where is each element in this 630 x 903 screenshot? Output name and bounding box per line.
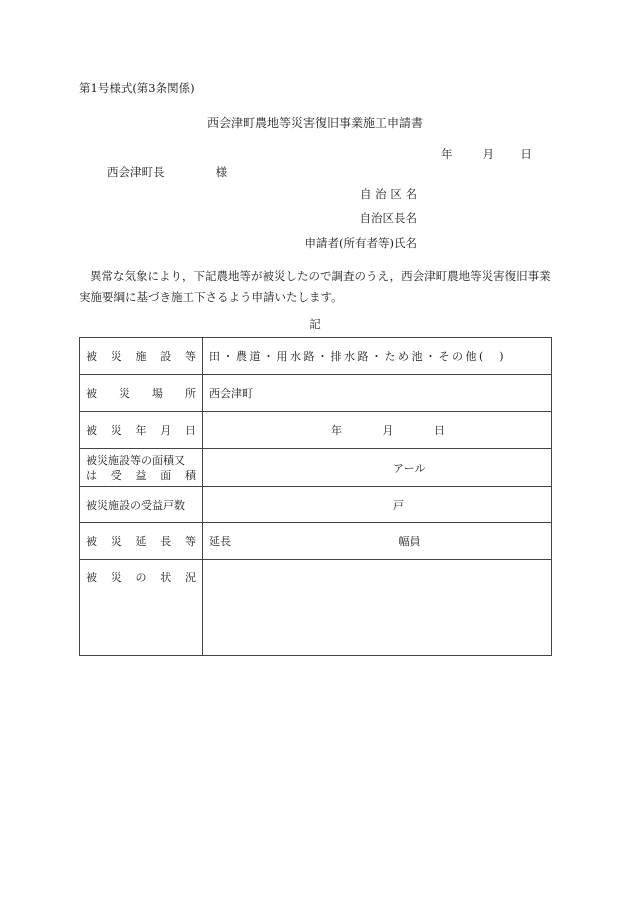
- label-char: 年: [135, 424, 147, 437]
- label-text: 被災施設の受益戸数: [86, 498, 185, 512]
- field-label-district-head: 自治区長名: [359, 211, 417, 225]
- label-char: 災: [110, 350, 122, 363]
- table-row-condition: [80, 560, 552, 656]
- label-char: 災: [110, 424, 122, 437]
- label-char: 災: [110, 535, 122, 548]
- row-label: [80, 375, 203, 412]
- condition-field[interactable]: [203, 560, 552, 656]
- label-char: 被: [86, 571, 97, 584]
- body-text: 異常な気象により，下記農地等が被災したので調査のうえ，西会津町農地等災害復旧事業実施要綱に基づき施工下さるよう申請いたします。: [79, 269, 551, 304]
- table-row-facility: [80, 338, 552, 375]
- label-char: 益: [135, 468, 147, 482]
- location-field[interactable]: [203, 375, 552, 412]
- label-char: 場: [152, 387, 163, 400]
- label-char: 災: [119, 387, 130, 400]
- table-row-area: [80, 449, 552, 487]
- label-char: 設: [160, 350, 172, 363]
- label-char: 面: [160, 468, 172, 482]
- addressee-name: 西会津町長: [107, 165, 165, 179]
- addressee: [107, 164, 227, 180]
- label-char: は: [86, 468, 97, 482]
- facility-type-text: 田・農道・用水路・排水路・ため池・その他( ): [209, 350, 507, 363]
- ki-heading: 記: [309, 317, 321, 331]
- label-char: 等: [185, 535, 196, 548]
- label-char: 所: [185, 387, 196, 400]
- field-label-district-name: 自 治 区 名: [360, 187, 417, 201]
- label-char: 被: [86, 350, 97, 363]
- label-line-1: 被災施設等の面積又: [86, 453, 185, 467]
- addressee-honorific: 様: [215, 165, 228, 179]
- location-text: 西会津町: [209, 387, 253, 400]
- date-year: 年: [441, 147, 453, 161]
- document-title: 西会津町農地等災害復旧事業施工申請書: [206, 116, 423, 130]
- length-label: 延長: [209, 535, 231, 548]
- date-day: 日: [520, 147, 532, 161]
- date-month: 月: [382, 424, 394, 437]
- row-label: [80, 449, 203, 487]
- date-year: 年: [331, 424, 342, 437]
- label-char: 況: [185, 571, 196, 584]
- area-field[interactable]: [203, 449, 552, 487]
- row-label: [80, 523, 203, 560]
- facility-type-options[interactable]: [203, 338, 552, 375]
- width-label: 幅員: [398, 535, 421, 548]
- table-row-location: [80, 375, 552, 412]
- table-row-length: [80, 523, 552, 560]
- form-number: 第1号様式(第3条関係): [79, 81, 195, 95]
- households-unit: 戸: [393, 498, 404, 512]
- row-label: [80, 487, 203, 523]
- length-width-field[interactable]: [203, 523, 552, 560]
- label-char: 受: [110, 468, 122, 482]
- label-char: 月: [160, 424, 172, 437]
- table-row-households: [80, 487, 552, 523]
- date-field[interactable]: [203, 412, 552, 449]
- label-char: 長: [160, 535, 172, 548]
- date-day: 日: [434, 424, 445, 437]
- label-char: 日: [185, 424, 196, 437]
- date-line: [441, 146, 532, 162]
- households-field[interactable]: [203, 487, 552, 523]
- row-label: [80, 412, 203, 449]
- label-char: 施: [135, 350, 147, 363]
- row-label: [80, 338, 203, 375]
- field-label-applicant: 申請者(所有者等)氏名: [304, 236, 417, 250]
- label-char: 災: [110, 571, 122, 584]
- area-unit: アール: [393, 461, 426, 475]
- label-char: 状: [160, 571, 172, 584]
- label-char: 被: [86, 535, 97, 548]
- label-char: 被: [86, 424, 97, 437]
- table-row-date: [80, 412, 552, 449]
- label-char: の: [135, 571, 147, 584]
- row-label: [80, 560, 203, 656]
- label-char: 延: [135, 535, 147, 548]
- label-char: 被: [86, 387, 97, 400]
- label-char: 積: [185, 468, 196, 482]
- date-month: 月: [482, 147, 495, 161]
- application-table: [79, 337, 552, 656]
- label-char: 等: [185, 350, 196, 363]
